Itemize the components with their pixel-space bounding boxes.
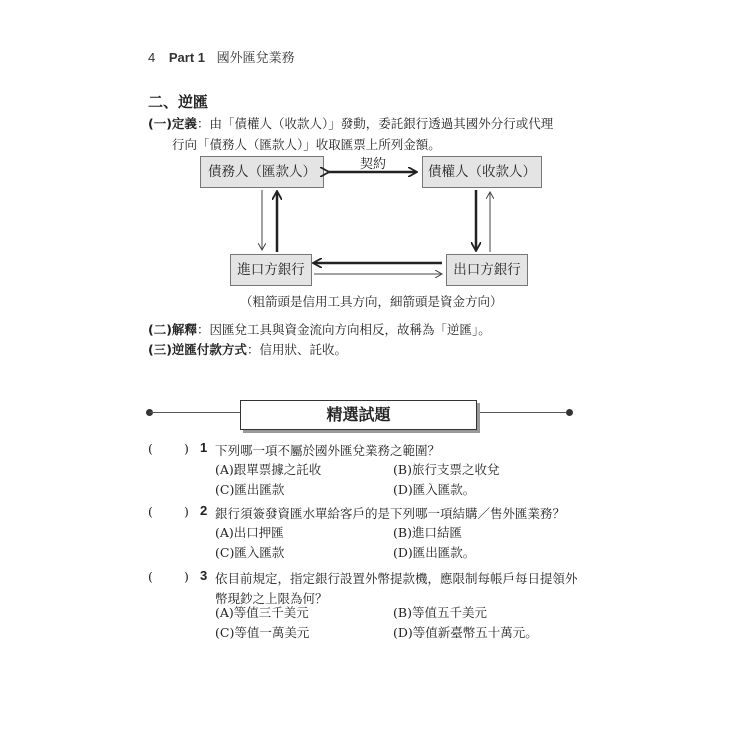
- banner-dot-right: [566, 409, 573, 416]
- part-label: Part 1: [168, 50, 205, 65]
- question-number: 3: [200, 568, 208, 583]
- option-b: (B)進口結匯: [393, 525, 462, 540]
- question-number: 2: [200, 503, 208, 518]
- export-bank-box: 出口方銀行: [446, 254, 528, 286]
- option-a: (A)跟單票據之託收: [215, 462, 322, 477]
- option-b: (B)旅行支票之收兌: [393, 462, 500, 477]
- explanation-paragraph: [148, 320, 491, 338]
- answer-paren-left: (: [148, 441, 153, 456]
- banner-rule-right: [476, 412, 568, 413]
- answer-paren-right: ): [184, 569, 189, 584]
- option-c: (C)匯出匯款: [215, 482, 285, 497]
- option-d: (D)匯入匯款。: [393, 482, 476, 497]
- definition-line-2: 行向「債務人（匯款人）」收取匯票上所列金額。: [172, 137, 441, 152]
- contract-label: 契約: [360, 157, 387, 172]
- diagram-caption: （粗箭頭是信用工具方向，細箭頭是資金方向）: [240, 294, 503, 309]
- question-stem: 銀行須簽發資匯水單給客戶的是下列哪一項結購／售外匯業務？: [215, 506, 566, 521]
- section-banner: 精選試題: [240, 400, 477, 430]
- option-a: (A)出口押匯: [215, 525, 284, 540]
- page-number: 4: [148, 50, 156, 65]
- option-c: (C)等值一萬美元: [215, 625, 310, 640]
- question-stem: 依目前規定，指定銀行設置外幣提款機，應限制每帳戶每日提領外幣現鈔之上限為何？: [215, 571, 578, 606]
- answer-paren-right: ): [184, 504, 189, 519]
- payment-label: (三)逆匯付款方式: [148, 342, 247, 357]
- section-title: 二、逆匯: [148, 93, 209, 111]
- answer-paren-right: ): [184, 441, 189, 456]
- explanation-label: (二)解釋: [148, 322, 197, 337]
- definition-line-1: ：由「債權人（收款人）」發動，委託銀行透過其國外分行或代理: [196, 116, 554, 131]
- option-a: (A)等值三千美元: [215, 605, 309, 620]
- header-title: 國外匯兌業務: [216, 50, 295, 65]
- option-c: (C)匯入匯款: [215, 545, 285, 560]
- answer-paren-left: (: [148, 504, 153, 519]
- payment-paragraph: [148, 340, 347, 358]
- answer-paren-left: (: [148, 569, 153, 584]
- question-number: 1: [200, 440, 208, 455]
- payment-text: ：信用狀、託收。: [246, 342, 347, 357]
- question-stem: 下列哪一項不屬於國外匯兌業務之範圍？: [215, 443, 441, 458]
- creditor-box: 債權人（收款人）: [422, 156, 542, 188]
- explanation-text: ：因匯兌工具與資金流向方向相反，故稱為「逆匯」。: [196, 322, 491, 337]
- option-b: (B)等值五千美元: [393, 605, 487, 620]
- import-bank-box: 進口方銀行: [230, 254, 312, 286]
- option-d: (D)等值新臺幣五十萬元。: [393, 625, 538, 640]
- debtor-box: 債務人（匯款人）: [200, 156, 324, 188]
- banner-rule-left: [150, 412, 242, 413]
- definition-label: (一)定義: [148, 116, 197, 131]
- option-d: (D)匯出匯款。: [393, 545, 476, 560]
